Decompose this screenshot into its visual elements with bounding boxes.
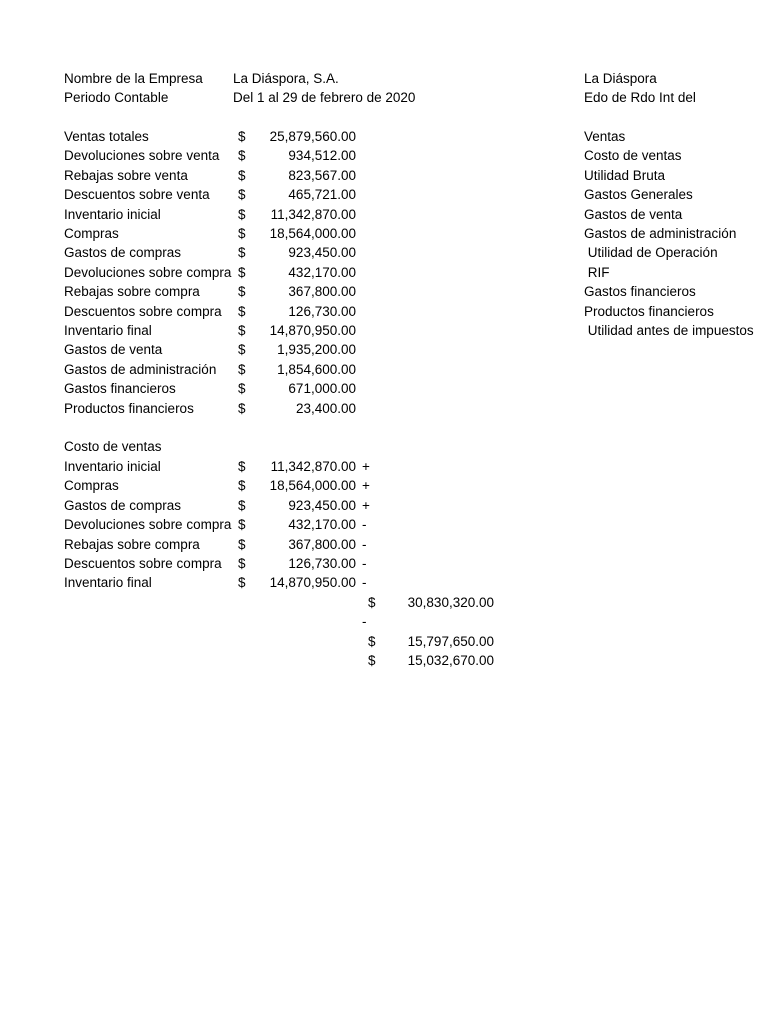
cost-row-label: Devoluciones sobre compra <box>64 517 232 533</box>
cost-row-amount: 923,450.00 <box>288 497 356 513</box>
currency-symbol: $ <box>238 536 246 552</box>
currency-symbol: $ <box>238 167 246 183</box>
currency-symbol: $ <box>238 459 246 474</box>
currency-symbol: $ <box>238 323 246 338</box>
currency-symbol: $ <box>238 361 246 377</box>
operator-sign: - <box>362 536 367 552</box>
cost-row <box>0 496 768 515</box>
company-label: Nombre de la Empresa <box>64 71 203 86</box>
currency-symbol: $ <box>238 556 246 571</box>
currency-symbol: $ <box>238 478 246 494</box>
cost-row-amount: 367,800.00 <box>288 536 356 552</box>
data-row <box>0 399 768 418</box>
company-value: La Diáspora, S.A. <box>233 71 339 86</box>
row-label: Productos financieros <box>64 400 194 416</box>
cost-total-row <box>0 632 768 651</box>
header-company-row <box>0 69 768 88</box>
row-label: Gastos de venta <box>64 342 163 358</box>
item-label: Utilidad Bruta <box>584 167 666 183</box>
cost-row-amount: 126,730.00 <box>288 556 356 571</box>
period-value: Del 1 al 29 de febrero de 2020 <box>233 90 416 105</box>
row-amount: 1,854,600.00 <box>277 361 356 377</box>
period-label: Periodo Contable <box>64 90 169 105</box>
row-label: Gastos de administración <box>64 361 217 377</box>
item-label: Ventas <box>584 129 626 144</box>
data-row <box>0 340 768 359</box>
currency-symbol: $ <box>238 245 246 261</box>
income-statement-item <box>0 127 768 146</box>
income-statement-item <box>0 205 768 224</box>
row-amount: 18,564,000.00 <box>269 226 356 241</box>
row-label: Inventario inicial <box>64 206 161 222</box>
row-label: Descuentos sobre compra <box>64 303 222 319</box>
row-amount: 432,170.00 <box>288 264 356 280</box>
row-label: Descuentos sobre venta <box>64 187 210 203</box>
currency-symbol: $ <box>368 653 376 669</box>
currency-symbol: $ <box>368 595 376 610</box>
item-label: Utilidad antes de impuestos <box>584 323 754 338</box>
currency-symbol: $ <box>238 400 246 416</box>
item-label: Productos financieros <box>584 303 714 319</box>
cost-section-title: Costo de ventas <box>64 439 162 454</box>
income-statement-item <box>0 185 768 204</box>
row-amount: 367,800.00 <box>288 284 356 300</box>
item-label: RIF <box>584 264 610 280</box>
currency-symbol: $ <box>238 264 246 280</box>
cost-row <box>0 573 768 592</box>
cost-row-label: Compras <box>64 478 119 494</box>
cost-row <box>0 535 768 554</box>
currency-symbol: $ <box>238 497 246 513</box>
item-label: Costo de ventas <box>584 148 682 164</box>
income-statement-item <box>0 302 768 321</box>
row-amount: 11,342,870.00 <box>270 206 356 222</box>
currency-symbol: $ <box>238 303 246 319</box>
row-amount: 23,400.00 <box>295 400 356 416</box>
cost-row <box>0 515 768 534</box>
operator-sign: - <box>362 556 367 571</box>
row-label: Gastos financieros <box>64 381 176 397</box>
cost-total-row <box>0 593 768 612</box>
row-amount: 126,730.00 <box>288 303 356 319</box>
total-amount: 15,032,670.00 <box>407 653 494 669</box>
header-period-row <box>0 88 768 107</box>
row-label: Gastos de compras <box>64 245 182 261</box>
income-statement-item <box>0 282 768 301</box>
data-row <box>0 379 768 398</box>
currency-symbol: $ <box>238 342 246 358</box>
currency-symbol: $ <box>238 226 246 241</box>
item-label: Gastos de venta <box>584 206 683 222</box>
income-statement-item <box>0 243 768 262</box>
right-title: La Diáspora <box>584 71 657 86</box>
currency-symbol: $ <box>368 633 376 649</box>
currency-symbol: $ <box>238 284 246 300</box>
row-label: Rebajas sobre venta <box>64 167 188 183</box>
income-statement-item <box>0 224 768 243</box>
row-label: Compras <box>64 226 119 241</box>
cost-row-label: Inventario inicial <box>64 459 161 474</box>
total-amount: 15,797,650.00 <box>407 633 494 649</box>
row-amount: 823,567.00 <box>288 167 356 183</box>
income-statement-item <box>0 166 768 185</box>
cost-row-label: Rebajas sobre compra <box>64 536 200 552</box>
cost-section-title-row <box>0 437 768 456</box>
row-amount: 25,879,560.00 <box>269 129 356 144</box>
row-label: Devoluciones sobre venta <box>64 148 220 164</box>
row-amount: 923,450.00 <box>288 245 356 261</box>
operator-sign: - <box>362 517 367 533</box>
operator-sign: - <box>362 614 367 630</box>
cost-row-label: Inventario final <box>64 575 152 591</box>
income-statement-item <box>0 321 768 340</box>
currency-symbol: $ <box>238 187 246 203</box>
cost-total-row <box>0 651 768 670</box>
row-label: Rebajas sobre compra <box>64 284 200 300</box>
row-amount: 1,935,200.00 <box>277 342 356 358</box>
cost-row-amount: 432,170.00 <box>288 517 356 533</box>
item-label: Gastos financieros <box>584 284 696 300</box>
cost-row-amount: 14,870,950.00 <box>269 575 356 591</box>
currency-symbol: $ <box>238 575 246 591</box>
currency-symbol: $ <box>238 148 246 164</box>
cost-row <box>0 457 768 476</box>
operator-sign: - <box>362 575 367 591</box>
data-row <box>0 360 768 379</box>
total-amount: 30,830,320.00 <box>407 595 494 610</box>
income-statement-item <box>0 263 768 282</box>
operator-sign: + <box>362 497 370 513</box>
item-label: Utilidad de Operación <box>584 245 718 261</box>
row-amount: 934,512.00 <box>288 148 356 164</box>
currency-symbol: $ <box>238 206 246 222</box>
right-subtitle: Edo de Rdo Int del <box>584 90 696 105</box>
cost-row-amount: 11,342,870.00 <box>270 459 356 474</box>
row-label: Inventario final <box>64 323 152 338</box>
row-label: Ventas totales <box>64 129 149 144</box>
operator-sign: + <box>362 459 370 474</box>
cost-row <box>0 554 768 573</box>
item-label: Gastos Generales <box>584 187 693 203</box>
currency-symbol: $ <box>238 381 246 397</box>
cost-total-row <box>0 612 768 631</box>
row-amount: 465,721.00 <box>288 187 356 203</box>
cost-row-label: Gastos de compras <box>64 497 182 513</box>
row-amount: 14,870,950.00 <box>269 323 356 338</box>
cost-row <box>0 476 768 495</box>
currency-symbol: $ <box>238 129 246 144</box>
cost-row-label: Descuentos sobre compra <box>64 556 222 571</box>
currency-symbol: $ <box>238 517 246 533</box>
row-amount: 671,000.00 <box>288 381 356 397</box>
income-statement-item <box>0 146 768 165</box>
item-label: Gastos de administración <box>584 226 737 241</box>
cost-row-amount: 18,564,000.00 <box>269 478 356 494</box>
row-label: Devoluciones sobre compra <box>64 264 232 280</box>
operator-sign: + <box>362 478 370 494</box>
